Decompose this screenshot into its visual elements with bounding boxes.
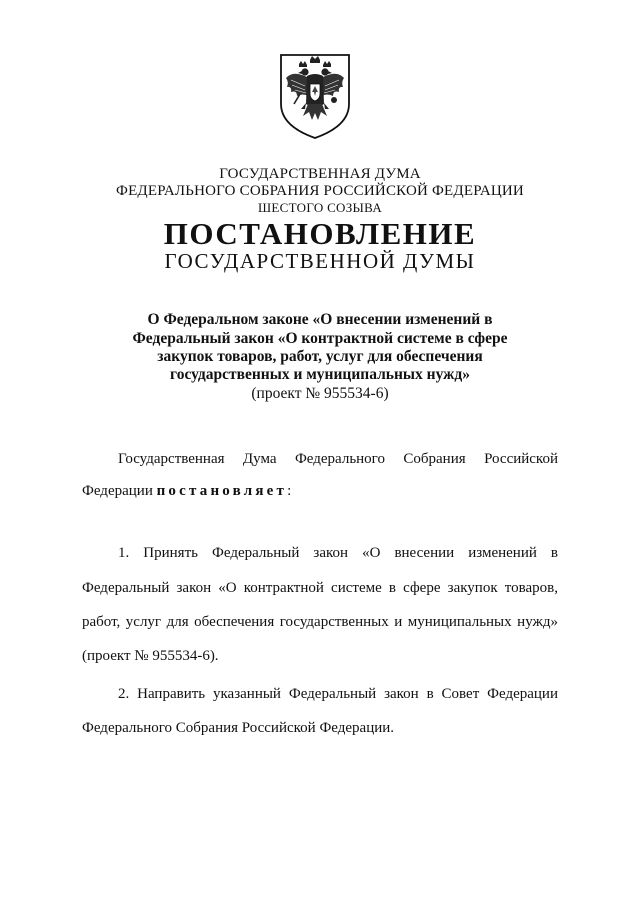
item-1-line-1: 1. Принять Федеральный закон «О внесении изменений в (118, 545, 558, 561)
document-subtitle: ГОСУДАРСТВЕННОЙ ДУМЫ (164, 249, 476, 273)
preamble-text: Федерации (82, 483, 157, 499)
item-1-line-4: (проект № 955534-6). (82, 648, 219, 664)
item-1-line-3: работ, услуг для обеспечения государственных и муниципальных нужд» (82, 614, 558, 630)
subject-line-1: О Федеральном законе «О внесении изменений в (147, 311, 493, 328)
preamble-verb: постановляет (156, 483, 288, 499)
item-1-line-2: Федеральный закон «О контрактной системе в сфере закупок товаров, (82, 580, 558, 596)
preamble-colon: : (287, 483, 292, 499)
item-2-line-1: 2. Направить указанный Федеральный закон в Совет Федерации (118, 686, 558, 702)
subject-line-4: государственных и муниципальных нужд» (170, 366, 470, 383)
item-2-line-2: Федерального Собрания Российской Федерации. (82, 720, 395, 736)
subject-line-2: Федеральный закон «О контрактной системе в сфере (132, 330, 508, 347)
header-line-duma: ГОСУДАРСТВЕННАЯ ДУМА (219, 166, 421, 182)
header-line-federal-assembly: ФЕДЕРАЛЬНОГО СОБРАНИЯ РОССИЙСКОЙ ФЕДЕРАЦИИ (116, 183, 524, 199)
subject-project-number: (проект № 955534-6) (251, 385, 389, 402)
document-title: ПОСТАНОВЛЕНИЕ (163, 216, 477, 251)
preamble-line-2 (82, 483, 558, 500)
coat-of-arms-emblem (277, 52, 353, 140)
subject-line-3: закупок товаров, работ, услуг для обеспечения (157, 348, 483, 365)
header-line-convocation: ШЕСТОГО СОЗЫВА (257, 200, 383, 215)
preamble-line-1: Государственная Дума Федерального Собрания Российской (118, 451, 558, 467)
